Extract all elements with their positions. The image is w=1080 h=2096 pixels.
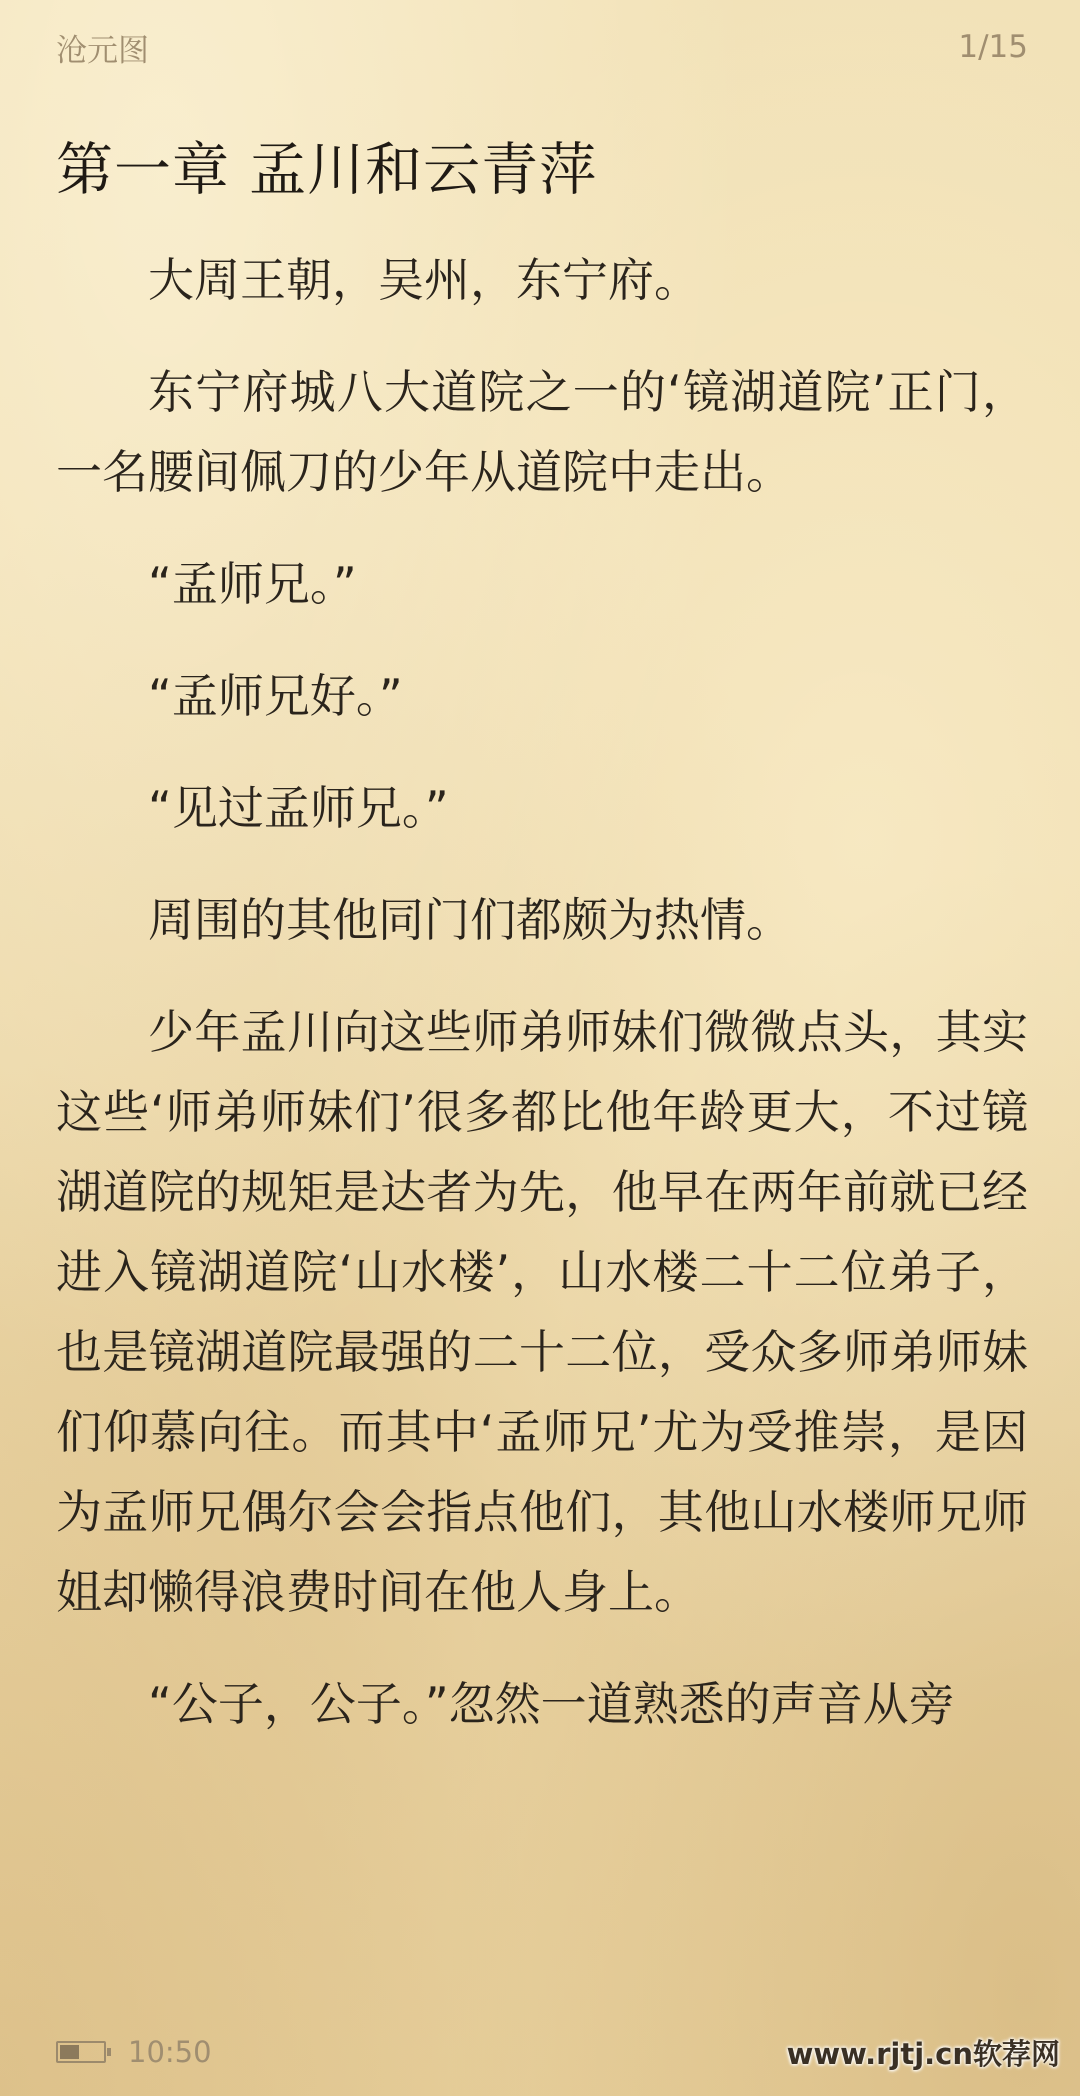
paragraph: 大周王朝，吴州，东宁府。	[148, 253, 700, 307]
chapter-title: 第一章 孟川和云青萍	[56, 137, 598, 203]
book-title: 沧元图	[56, 32, 149, 69]
battery-level-fill	[60, 2045, 79, 2059]
paragraph: “孟师兄。”	[148, 557, 357, 611]
paragraph: 周围的其他同门们都颇为热情。	[148, 893, 792, 947]
clock-time: 10:50	[128, 2035, 212, 2069]
reader-header	[56, 22, 1028, 72]
page-indicator: 1/15	[958, 29, 1028, 65]
battery-icon	[56, 2041, 106, 2063]
site-watermark: www.rjtj.cn软荐网	[786, 2036, 1060, 2071]
paragraph: 东宁府城八大道院之一的‘镜湖道院’正门，一名腰间佩刀的少年从道院中走出。	[56, 365, 1028, 499]
paragraph: “公子，公子。”忽然一道熟悉的声音从旁	[148, 1677, 955, 1731]
paragraph: “孟师兄好。”	[148, 669, 403, 723]
reading-page[interactable]	[56, 120, 1028, 1776]
paragraph: “见过孟师兄。”	[148, 781, 449, 835]
paragraph: 少年孟川向这些师弟师妹们微微点头，其实这些‘师弟师妹们’很多都比他年龄更大，不过镜湖道院的规矩是达者为先，他早在两年前就已经进入镜湖道院‘山水楼’，山水楼二十二位弟子，也是镜湖道院最强的二十二位，受众多师弟师妹们仰慕向往。而其中‘孟师兄’尤为受推崇，是因为孟师兄偶尔会会指点他们，其他山水楼师兄师姐却懒得浪费时间在他人身上。	[56, 1005, 1028, 1619]
reader-footer	[56, 2030, 1060, 2074]
